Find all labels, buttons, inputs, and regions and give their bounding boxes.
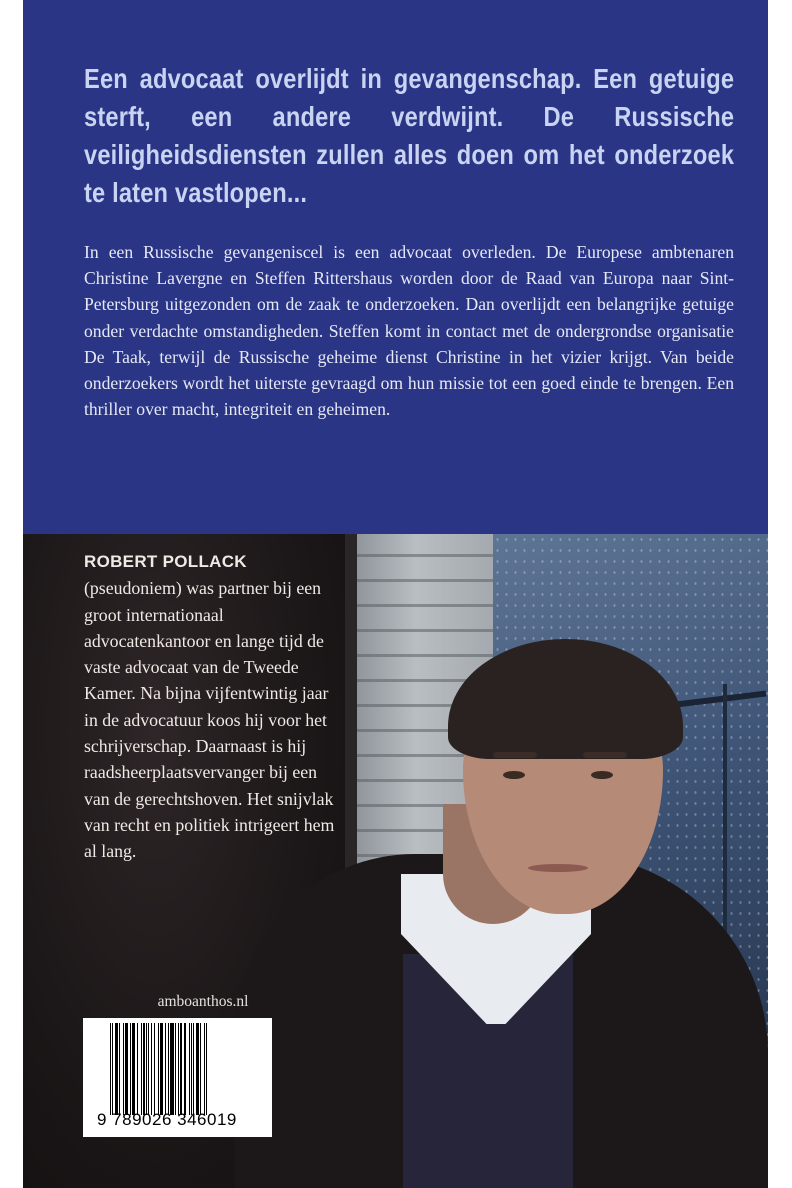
blurb-panel xyxy=(23,0,768,534)
author-eye xyxy=(591,771,613,779)
headline-teaser: Een advocaat overlijdt in gevangenschap. Een getuige sterft, een andere verdwijnt. De Russische veiligheidsdiensten zullen alles doen om het onderzoek te laten vastlopen... xyxy=(84,63,735,208)
author-eye xyxy=(503,771,525,779)
isbn-barcode xyxy=(83,1018,272,1137)
author-mouth xyxy=(528,864,588,872)
author-eyebrow xyxy=(583,752,627,758)
barcode-digits: 9 789026 346019 xyxy=(97,1110,237,1129)
author-bio xyxy=(84,548,344,865)
synopsis-text: In een Russische gevangeniscel is een advocaat overleden. De Europese ambtenaren Christine Lavergne en Steffen Rittershaus worden door de Raad van Europa naar Sint-Petersburg uitgezonden om de zaak te onderzoeken. Dan overlijdt een belangrijke getuige onder verdachte omstandigheden. Steffen komt in contact met de ondergrondse organisatie De Taak, terwijl de Russische geheime dienst Christine in het vizier krijgt. Van beide onderzoekers wordt het uiterste gevraagd om hun missie tot een goed einde te brengen. Een thriller over macht, integriteit en geheimen. xyxy=(84,242,734,420)
publisher-url: amboanthos.nl xyxy=(157,993,249,1010)
book-back-cover xyxy=(23,0,768,1188)
author-name: ROBERT POLLACK xyxy=(84,552,247,571)
author-bio-text: (pseudoniem) was partner bij een groot internationaal advocatenkantoor en lange tijd de vaste advocaat van de Tweede Kamer. Na bijna vijfentwintig jaar in de advocatuur koos hij voor het schrijverschap. Daarnaast is hij raadsheerplaatsvervanger bij een van de gerechtshoven. Het snijvlak van recht en politiek intrigeert hem al lang. xyxy=(84,578,335,862)
author-eyebrow xyxy=(493,752,537,758)
barcode-bars xyxy=(110,1023,246,1115)
